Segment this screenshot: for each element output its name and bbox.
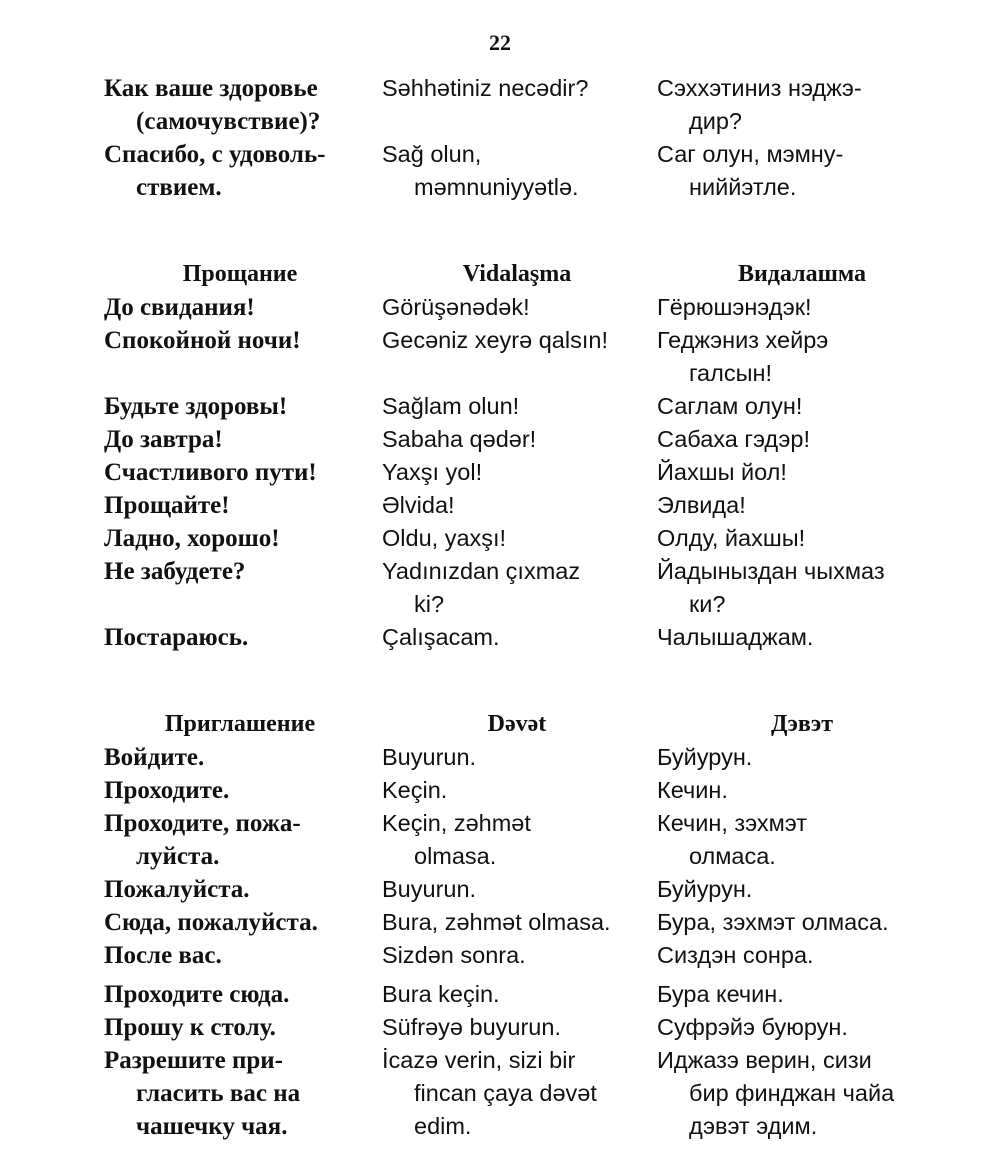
phrase-entry: Постараюсь. <box>104 624 249 651</box>
phrase-entry: Прощайте! <box>104 492 230 519</box>
section-heading-farewell: Прощание <box>182 261 298 287</box>
phrase-entry: Sağlam olun! <box>382 393 520 419</box>
phrase-entry: Yadınızdan çıxmaz ki? <box>382 558 581 617</box>
section-heading-invitation: Dəvət <box>487 711 547 737</box>
phrase-entry: Проходите, пожа- луйста. <box>104 810 301 870</box>
phrase-entry: Счастливого пути! <box>104 459 317 486</box>
phrase-entry: Çalışacam. <box>382 624 500 650</box>
phrase-entry: Бура кечин. <box>657 981 784 1007</box>
phrase-entry: Будьте здоровы! <box>104 393 288 420</box>
phrase-entry: Сабаха гэдэр! <box>657 426 810 452</box>
section-heading-invitation: Приглашение <box>164 711 316 737</box>
phrase-entry: Səhhətiniz necədir? <box>382 75 589 101</box>
phrase-entry: Sağ olun, məmnuniyyətlə. <box>382 141 579 200</box>
phrase-entry: Bura, zəhmət olmasa. <box>382 909 611 935</box>
phrase-entry: Бура, зэхмэт олмаса. <box>657 909 889 935</box>
phrase-entry: Yaxşı yol! <box>382 459 483 485</box>
phrase-entry: Саг олун, мэмну- ниййэтле. <box>657 141 844 200</box>
phrase-entry: Süfrəyə buyurun. <box>382 1014 561 1040</box>
phrase-entry: Buyurun. <box>382 876 477 902</box>
phrase-entry: Йахшы йол! <box>657 459 787 485</box>
transcription-column <box>657 72 947 1143</box>
phrase-entry: Gecəniz xeyrə qalsın! <box>382 327 608 353</box>
phrase-entry: Sizdən sonra. <box>382 942 526 968</box>
phrase-entry: Спокойной ночи! <box>104 327 301 354</box>
phrase-entry: Не забудете? <box>104 558 246 585</box>
phrase-entry: Сиздэн сонра. <box>657 942 814 968</box>
phrase-entry: Как ваше здоровье (самочувствие)? <box>104 75 321 135</box>
phrase-entry: Sabaha qədər! <box>382 426 537 452</box>
section-heading-farewell: Vidalaşma <box>462 261 572 287</box>
phrase-entry: Buyurun. <box>382 744 477 770</box>
phrase-entry: Oldu, yaxşı! <box>382 525 507 551</box>
phrase-entry: До свидания! <box>104 294 255 321</box>
section-heading-invitation: Дэвэт <box>770 711 833 737</box>
phrase-entry: Кечин. <box>657 777 728 803</box>
phrase-entry: Əlvida! <box>382 492 455 518</box>
phrase-entry: Элвида! <box>657 492 746 518</box>
phrase-entry: Keçin. <box>382 777 448 803</box>
phrase-entry: Буйурун. <box>657 744 753 770</box>
phrase-entry: Геджэниз хейрэ галсын! <box>657 327 829 386</box>
phrase-entry: Прошу к столу. <box>104 1014 276 1041</box>
phrase-entry: Пожалуйста. <box>104 876 250 903</box>
phrase-entry: Проходите. <box>104 777 230 804</box>
phrase-entry: Сэххэтиниз нэджэ- дир? <box>657 75 862 134</box>
phrase-entry: Йадыныздан чыхмаз ки? <box>657 558 885 617</box>
phrase-entry: Ладно, хорошо! <box>104 525 280 552</box>
phrase-entry: Bura keçin. <box>382 981 500 1007</box>
russian-column <box>104 72 376 1143</box>
phrase-entry: Кечин, зэхмэт олмаса. <box>657 810 808 869</box>
page-number: 22 <box>489 30 511 55</box>
phrase-entry: Сюда, пожалуйста. <box>104 909 318 936</box>
phrase-entry: Görüşənədək! <box>382 294 530 320</box>
phrase-entry: Иджазэ верин, сизи бир финджан чайа дэвэт эдим. <box>657 1047 895 1139</box>
section-heading-farewell: Видалашма <box>737 261 867 287</box>
phrase-entry: Буйурун. <box>657 876 753 902</box>
phrase-entry: Олду, йахшы! <box>657 525 806 551</box>
phrase-entry: Проходите сюда. <box>104 981 290 1008</box>
phrase-entry: Суфрэйэ буюрун. <box>657 1014 848 1040</box>
phrase-entry: Разрешите при- гласить вас на чашечку чая. <box>104 1047 301 1140</box>
phrase-entry: Войдите. <box>104 744 205 771</box>
phrase-entry: Гёрюшэнэдэк! <box>657 294 812 320</box>
phrase-entry: Чалышаджам. <box>657 624 814 650</box>
phrase-entry: Спасибо, с удоволь- ствием. <box>104 141 326 201</box>
phrase-entry: Саглам олун! <box>657 393 803 419</box>
phrase-entry: İcazə verin, sizi bir fincan çaya dəvət edim. <box>382 1047 597 1139</box>
phrase-entry: После вас. <box>104 942 222 969</box>
azerbaijani-column <box>382 72 652 1143</box>
phrase-entry: До завтра! <box>104 426 223 453</box>
phrase-entry: Keçin, zəhmət olmasa. <box>382 810 531 869</box>
